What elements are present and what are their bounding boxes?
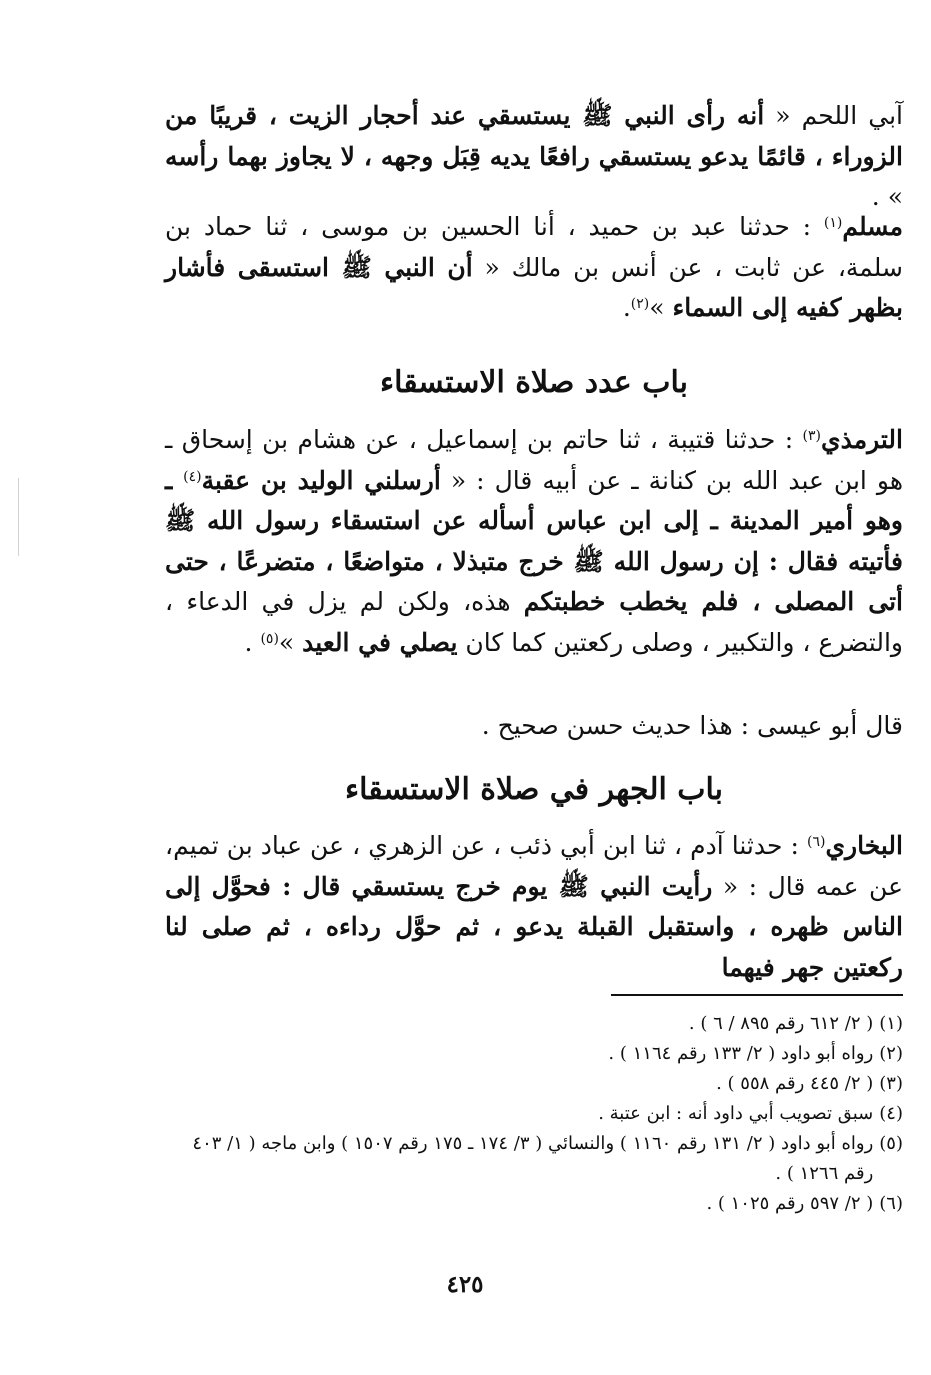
paragraph-bukhari [165, 826, 903, 988]
paragraph-text: » [649, 293, 673, 322]
footnote-number: (٦) [879, 1193, 903, 1214]
footnote-number: (٢) [879, 1043, 903, 1064]
hadith-quote: يصلي في العيد [302, 627, 458, 657]
hadith-quote: أرسلني الوليد بن عقبة [201, 465, 441, 495]
note-reference: (٤) [183, 468, 202, 485]
paragraph-abi-al-lahm [165, 96, 903, 218]
footnote-number: (٤) [879, 1103, 903, 1124]
footnote-item [165, 1189, 903, 1219]
paragraph-text: : حدثنا آدم ، ثنا ابن أبي ذئب ، عن الزهري ، عن عباد بن تميم، عن عمه قال : « [165, 831, 904, 901]
footnotes-list [165, 1009, 903, 1219]
paragraph-text: » [278, 627, 303, 657]
paragraph-text: هذه، ولكن لم يزل في الدعاء ، والتضرع ، والتكبير ، وصلى ركعتين كما كان [165, 587, 903, 657]
paragraph-text: : حدثنا عبد بن حميد ، أنا الحسين بن موسى ، ثنا حماد بن سلمة، عن ثابت ، عن أنس بن مالك « [165, 212, 903, 282]
note-reference: (١) [823, 215, 843, 231]
paragraph-text: . [622, 293, 631, 322]
paragraph-tirmidhi [165, 420, 903, 663]
section-heading: باب الجهر في صلاة الاستسقاء [345, 772, 723, 807]
margin-line [18, 478, 19, 556]
paragraph-text: . [244, 627, 261, 657]
note-reference: (٦) [807, 834, 826, 850]
hadith-quote: رأيت النبي ﷺ يوم خرج يستسقي قال : فحوَّل إلى الناس ظهره ، واستقبل القبلة يدعو ، ثم حوَّل رداءه ، ثم صلى لنا ركعتين جهر فيهما [165, 871, 903, 982]
footnote-text: ( ٢/ ٦١٢ رقم ٨٩٥ / ٦ ) . [688, 1013, 874, 1034]
hadith-quote: أنه رأى النبي ﷺ يستسقي عند أحجار الزيت ، قريبًا من الزوراء ، قائمًا يدعو يستسقي رافعًا يديه قِبَل وجهه ، لا يجاوز بهما رأسه [165, 101, 903, 171]
note-reference: (٣) [802, 428, 822, 444]
footnote-text: رواه أبو داود ( ٢/ ١٣١ رقم ١١٦٠ ) والنسائي ( ٣/ ١٧٤ ـ ١٧٥ رقم ١٥٠٧ ) وابن ماجه ( ١/ ٤٠٣ رقم ١٢٦٦ ) . [192, 1133, 874, 1184]
paragraph-abu-isa: قال أبو عيسى : هذا حديث حسن صحيح . [481, 711, 903, 740]
footnote-text: سبق تصويب أبي داود أنه : ابن عتبة . [598, 1103, 874, 1124]
paragraph-muslim [165, 207, 903, 329]
footnote-number: (١) [879, 1013, 903, 1034]
note-reference: (٥) [260, 630, 279, 647]
footnote-number: (٥) [879, 1133, 903, 1154]
paragraph-text: » . [871, 182, 903, 211]
footnote-text: ( ٢/ ٤٤٥ رقم ٥٥٨ ) . [716, 1073, 874, 1094]
section-heading: باب عدد صلاة الاستسقاء [380, 365, 688, 400]
paragraph-text: : حدثنا قتيبة ، ثنا حاتم بن إسماعيل ، عن هشام بن إسحاق ـ هو ابن عبد الله بن كنانة ـ عن أبيه قال : « [165, 425, 903, 495]
source-name: مسلم [842, 212, 903, 241]
footnote-item [165, 1069, 903, 1099]
hadith-quote: أن النبي ﷺ استسقى فأشار بظهر كفيه إلى السماء [165, 252, 903, 322]
paragraph-text: آبي اللحم « [764, 101, 903, 130]
footnote-item [165, 1039, 903, 1069]
source-name: الترمذي [821, 425, 903, 454]
footnote-item [165, 1099, 903, 1129]
footnote-text: ( ٢/ ٥٩٧ رقم ١٠٢٥ ) . [706, 1193, 874, 1214]
source-name: البخاري [825, 831, 903, 860]
page-number-text: ٤٢٥ [446, 1271, 484, 1298]
footnote-item [165, 1009, 903, 1039]
note-reference: (٢) [630, 296, 650, 312]
footnote-number: (٣) [879, 1073, 903, 1094]
footnote-item [165, 1129, 903, 1189]
hadith-quote: ـ وهو أمير المدينة ـ إلى ابن عباس أسأله عن استسقاء رسول الله ﷺ فأتيته فقال : إن رسول الله ﷺ خرج متبذلا ، متواضعًا ، متضرعًا ، حتى أتى المصلى ، فلم يخطب خطبتكم [165, 465, 903, 616]
footnote-separator [611, 994, 903, 996]
footnote-text: رواه أبو داود ( ٢/ ١٣٣ رقم ١١٦٤ ) . [608, 1043, 874, 1064]
